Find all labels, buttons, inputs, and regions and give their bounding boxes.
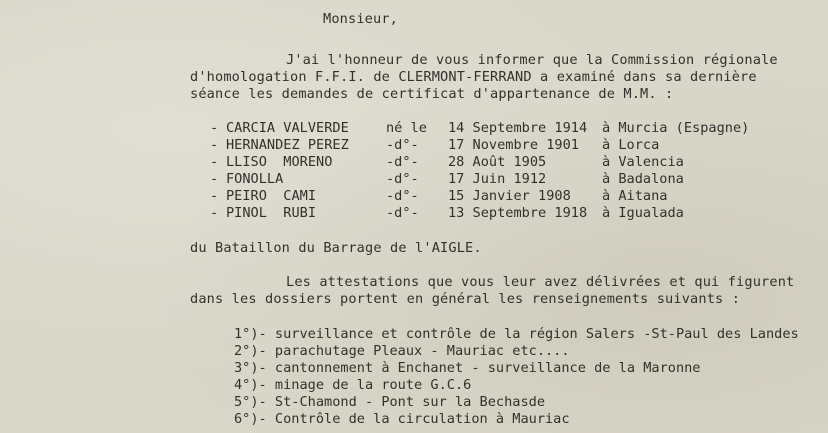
person-name: LLISO MORENO [226, 154, 333, 170]
person-row [210, 120, 750, 136]
person-dash: - [210, 171, 219, 187]
task-item: 6°)- Contrôle de la circulation à Mauriac [234, 411, 570, 427]
person-name: FONOLLA [226, 171, 284, 187]
intro-line-2: d'homologation F.F.I. de CLERMONT-FERRAND a examiné dans sa dernière [190, 69, 757, 85]
person-name: PEIRO CAMI [226, 188, 317, 204]
person-born: né le [386, 120, 427, 136]
person-place: à Murcia (Espagne) [602, 120, 750, 136]
person-dash: - [210, 154, 219, 170]
person-row [210, 188, 668, 204]
person-born: -d°- [386, 188, 419, 204]
person-born: -d°- [386, 171, 419, 187]
person-born: -d°- [386, 205, 419, 221]
person-date: 15 Janvier 1908 [448, 188, 571, 204]
person-date: 13 Septembre 1918 [448, 205, 588, 221]
intro-line-3: séance les demandes de certificat d'appartenance de M.M. : [190, 86, 674, 102]
task-item: 5°)- St-Chamond - Pont sur la Bechasde [234, 394, 545, 410]
intro-line-1: J'ai l'honneur de vous informer que la Commission régionale [286, 52, 778, 68]
battalion-line: du Bataillon du Barrage de l'AIGLE. [190, 240, 482, 256]
person-row [210, 154, 684, 170]
person-row [210, 171, 684, 187]
person-date: 14 Septembre 1914 [448, 120, 588, 136]
task-item: 1°)- surveillance et contrôle de la région Salers -St-Paul des Landes [234, 326, 799, 342]
person-dash: - [210, 137, 219, 153]
task-item: 2°)- parachutage Pleaux - Mauriac etc.... [234, 343, 570, 359]
attest-line-2: dans les dossiers portent en général les renseignements suivants : [190, 291, 741, 307]
person-place: à Igualada [602, 205, 684, 221]
person-place: à Valencia [602, 154, 684, 170]
salutation: Monsieur, [323, 11, 399, 27]
task-item: 3°)- cantonnement à Enchanet - surveillance de la Maronne [234, 360, 701, 376]
person-date: 17 Novembre 1901 [448, 137, 579, 153]
task-item: 4°)- minage de la route G.C.6 [234, 377, 472, 393]
person-row [210, 137, 660, 153]
person-dash: - [210, 120, 219, 136]
person-date: 17 Juin 1912 [448, 171, 547, 187]
person-born: -d°- [386, 137, 419, 153]
person-row [210, 205, 684, 221]
person-dash: - [210, 205, 219, 221]
person-date: 28 Août 1905 [448, 154, 547, 170]
person-born: -d°- [386, 154, 419, 170]
person-place: à Lorca [602, 137, 660, 153]
person-place: à Aitana [602, 188, 668, 204]
person-name: HERNANDEZ PEREZ [226, 137, 349, 153]
person-name: PINOL RUBI [226, 205, 317, 221]
person-name: CARCIA VALVERDE [226, 120, 349, 136]
person-dash: - [210, 188, 219, 204]
person-place: à Badalona [602, 171, 684, 187]
attest-line-1: Les attestations que vous leur avez délivrées et qui figurent [286, 274, 795, 290]
